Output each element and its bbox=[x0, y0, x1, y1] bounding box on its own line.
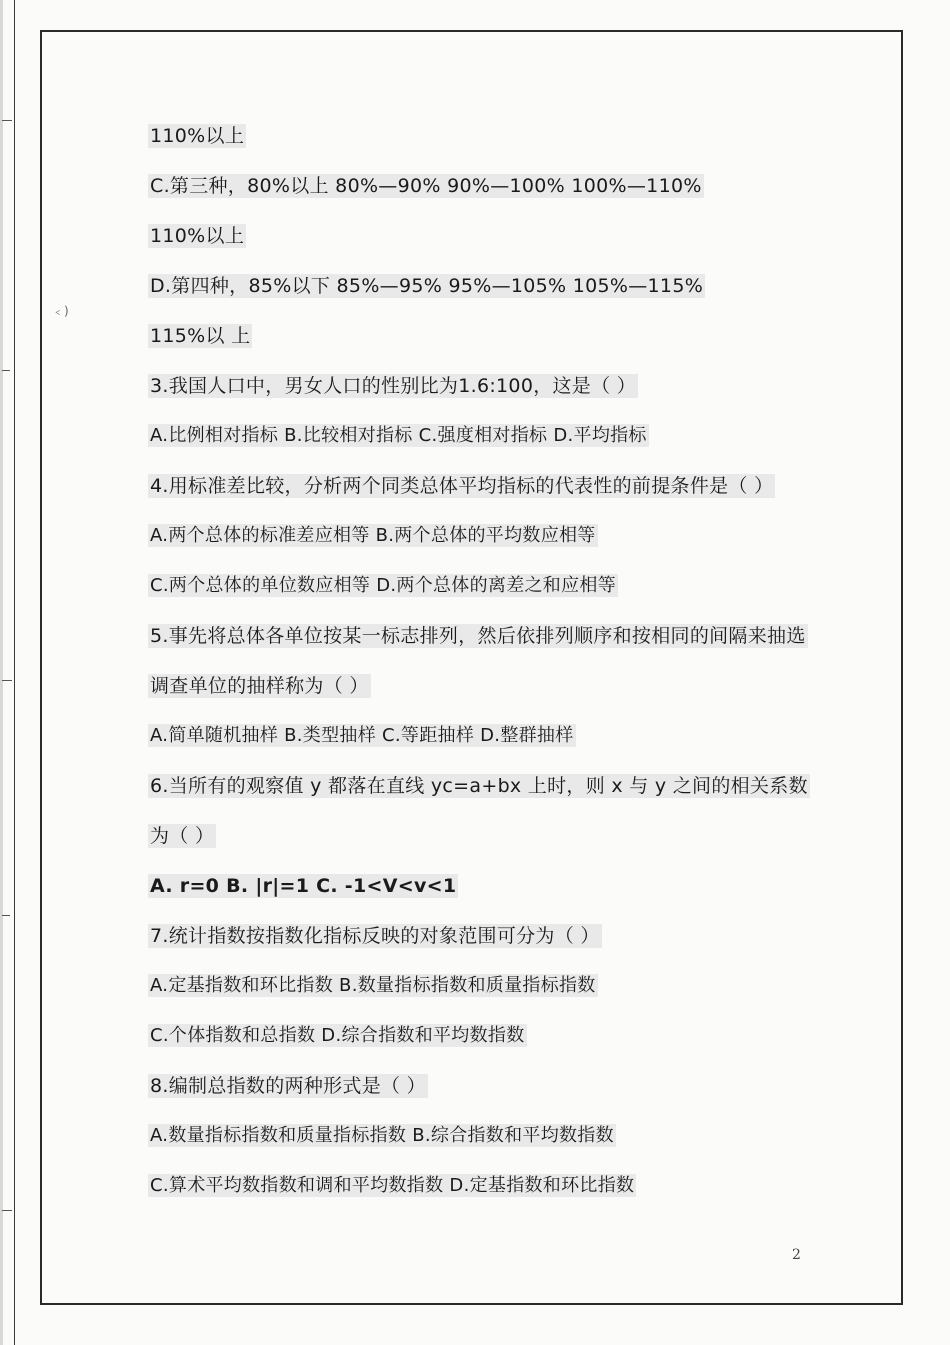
page-number: 2 bbox=[792, 1247, 801, 1263]
text-line: 115%以 上 bbox=[150, 325, 251, 347]
scan-mark bbox=[2, 370, 10, 371]
question-6-options: A. r=0 B. |r|=1 C. -1<V<v<1 bbox=[150, 875, 457, 897]
question-4: 4.用标准差比较，分析两个同类总体平均指标的代表性的前提条件是（ ） bbox=[150, 475, 774, 497]
question-8: 8.编制总指数的两种形式是（ ） bbox=[150, 1075, 426, 1097]
question-5-cont: 调查单位的抽样称为（ ） bbox=[150, 675, 369, 697]
scan-mark bbox=[2, 680, 12, 681]
question-3: 3.我国人口中，男女人口的性别比为1.6:100，这是（ ） bbox=[150, 375, 637, 397]
question-5-options: A.简单随机抽样 B.类型抽样 C.等距抽样 D.整群抽样 bbox=[150, 725, 574, 746]
text-line: 110%以上 bbox=[150, 225, 245, 247]
question-6-cont: 为（ ） bbox=[150, 825, 215, 847]
option-c-line: C.第三种，80%以上 80%—90% 90%—100% 100%—110% bbox=[150, 175, 702, 197]
scan-edge bbox=[0, 0, 3, 1345]
question-3-options: A.比例相对指标 B.比较相对指标 C.强度相对指标 D.平均指标 bbox=[150, 425, 647, 446]
question-6: 6.当所有的观察值 y 都落在直线 yc=a+bx 上时，则 x 与 y 之间的相关系数 bbox=[150, 775, 808, 797]
scan-mark bbox=[2, 915, 10, 916]
text-line: 110%以上 bbox=[150, 125, 245, 147]
binding-line bbox=[14, 0, 15, 1345]
question-7-options-cd: C.个体指数和总指数 D.综合指数和平均数指数 bbox=[150, 1025, 525, 1046]
scan-mark bbox=[2, 1210, 12, 1211]
option-d-line: D.第四种，85%以下 85%—95% 95%—105% 105%—115% bbox=[150, 275, 704, 297]
scan-mark bbox=[2, 120, 12, 121]
scan-speck: ﹤) bbox=[52, 304, 69, 318]
question-7: 7.统计指数按指数化指标反映的对象范围可分为（ ） bbox=[150, 925, 600, 947]
question-5: 5.事先将总体各单位按某一标志排列，然后依排列顺序和按相同的间隔来抽选 bbox=[150, 625, 806, 647]
question-4-options-cd: C.两个总体的单位数应相等 D.两个总体的离差之和应相等 bbox=[150, 575, 616, 596]
question-7-options-ab: A.定基指数和环比指数 B.数量指标指数和质量指标指数 bbox=[150, 975, 596, 996]
question-8-options-cd: C.算术平均数指数和调和平均数指数 D.定基指数和环比指数 bbox=[150, 1175, 635, 1196]
question-4-options-ab: A.两个总体的标准差应相等 B.两个总体的平均数应相等 bbox=[150, 525, 596, 546]
question-8-options-ab: A.数量指标指数和质量指标指数 B.综合指数和平均数指数 bbox=[150, 1125, 614, 1146]
